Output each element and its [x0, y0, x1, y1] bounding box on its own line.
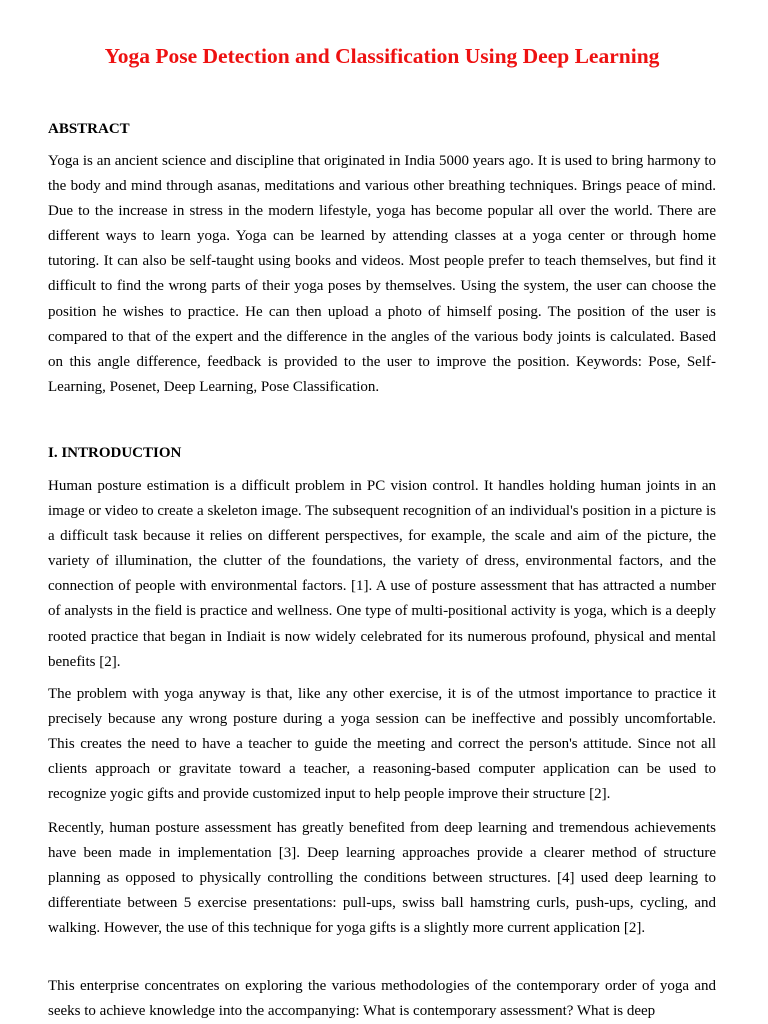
abstract-paragraph: Yoga is an ancient science and discipline that originated in India 5000 years ago. It is used to bring harmony to the body and mind through asanas, meditations and various other breathing techniques. Brings peace of mind. Due to the increase in stress in the modern lifestyle, yoga has become popular all over the world. There are different ways to learn yoga. Yoga can be learned by attending classes at a yoga center or through home tutoring. It can also be self-taught using books and videos. Most people prefer to teach themselves, but find it difficult to find the wrong parts of their yoga poses by themselves. Using the system, the user can choose the position he wishes to practice. He can then upload a photo of himself posing. The position of the user is compared to that of the expert and the difference in the angles of the various body joints is calculated. Based on this angle difference, feedback is provided to the user to improve the position. Keywords: Pose, Self-Learning, Posenet, Deep Learning, Pose Classification.	[48, 153, 716, 395]
intro-paragraph-4: This enterprise concentrates on exploring the various methodologies of the contemporary order of yoga and seeks to achieve knowledge into the accompanying: What is contemporary assessment? What is deep	[48, 978, 716, 1020]
paper-title: Yoga Pose Detection and Classification Using Deep Learning	[104, 44, 660, 68]
introduction-heading: I. INTRODUCTION	[48, 445, 182, 461]
intro-paragraph-1: Human posture estimation is a difficult problem in PC vision control. It handles holding human joints in an image or video to create a skeleton image. The subsequent recognition of an individual's position in a picture is a difficult task because it relies on different perspectives, for example, the scale and aim of the picture, the variety of illumination, the clutter of the foundations, the variety of dress, environmental factors, and the connection of people with environmental factors. [1]. A use of posture assessment that has attracted a number of analysts in the field is practice and wellness. One type of multi-positional activity is yoga, which is a deeply rooted practice that began in Indiait is now widely celebrated for its numerous profound, physical and mental benefits [2].	[48, 478, 716, 670]
intro-paragraph-2: The problem with yoga anyway is that, like any other exercise, it is of the utmost importance to practice it precisely because any wrong posture during a yoga session can be ineffective and possibly uncomfortable. This creates the need to have a teacher to guide the meeting and correct the person's attitude. Since not all clients approach or gravitate toward a teacher, a reasoning-based computer application can be used to recognize yogic gifts and provide customized input to help people improve their structure [2].	[48, 686, 716, 803]
abstract-heading: ABSTRACT	[48, 121, 130, 137]
intro-paragraph-3: Recently, human posture assessment has greatly benefited from deep learning and tremendous achievements have been made in implementation [3]. Deep learning approaches provide a clearer method of structure planning as opposed to physically controlling the conditions between structures. [4] used deep learning to differentiate between 5 exercise presentations: pull-ups, swiss ball hamstring curls, push-ups, cycling, and walking. However, the use of this technique for yoga gifts is a slightly more current application [2].	[48, 820, 716, 937]
